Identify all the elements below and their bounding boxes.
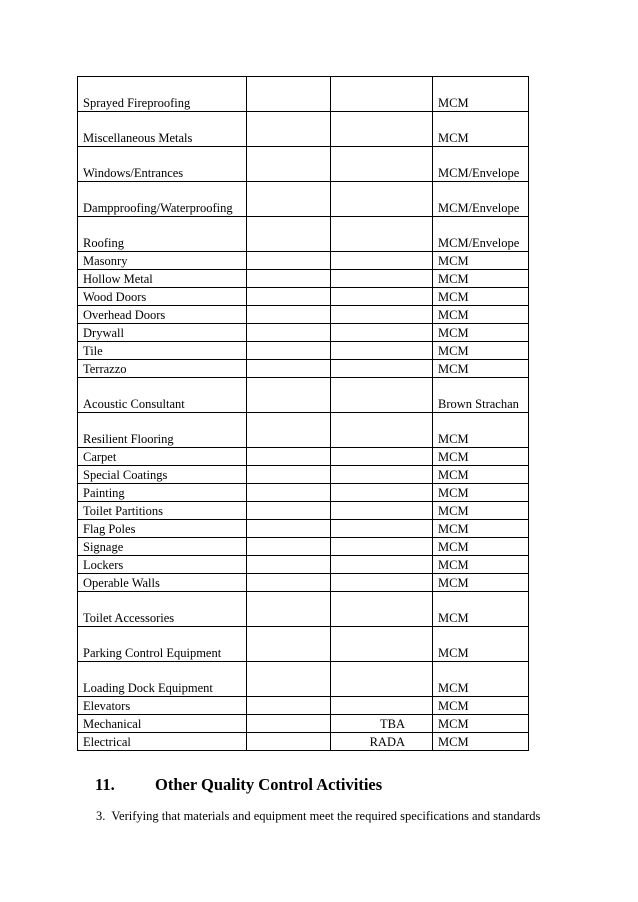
list-item-text: Verifying that materials and equipment meet the required specifications and standards [111,809,541,823]
column-2-cell [247,538,331,556]
item-cell: Parking Control Equipment [78,627,247,662]
item-cell: Masonry [78,252,247,270]
table-row [78,182,529,217]
column-3-cell [331,270,433,288]
section-number: 11. [95,775,115,794]
column-2-cell [247,270,331,288]
quality-control-table [77,76,529,751]
column-2-cell [247,502,331,520]
responsible-cell: Brown Strachan [433,378,529,413]
item-cell: Loading Dock Equipment [78,662,247,697]
column-2-cell [247,715,331,733]
item-cell: Tile [78,342,247,360]
table-row [78,324,529,342]
column-2-cell [247,342,331,360]
column-2-cell [247,733,331,751]
item-cell: Electrical [78,733,247,751]
column-2-cell [247,378,331,413]
table-row [78,520,529,538]
column-3-cell [331,147,433,182]
responsible-cell: MCM [433,697,529,715]
column-3-cell [331,697,433,715]
table-row [78,147,529,182]
column-2-cell [247,217,331,252]
item-cell: Terrazzo [78,360,247,378]
table-row [78,252,529,270]
column-3-cell [331,556,433,574]
column-3-cell [331,502,433,520]
column-3-cell [331,448,433,466]
responsible-cell: MCM [433,413,529,448]
column-2-cell [247,288,331,306]
column-2-cell [247,324,331,342]
table-row [78,733,529,751]
column-3-cell [331,324,433,342]
responsible-cell: MCM [433,466,529,484]
responsible-cell: MCM [433,448,529,466]
table-row [78,466,529,484]
item-cell: Sprayed Fireproofing [78,77,247,112]
responsible-cell: MCM [433,288,529,306]
column-2-cell [247,466,331,484]
list-item-marker: 3. [96,809,106,823]
item-cell: Toilet Accessories [78,592,247,627]
item-cell: Hollow Metal [78,270,247,288]
column-3-cell [331,538,433,556]
column-3-cell [331,306,433,324]
responsible-cell: MCM/Envelope [433,217,529,252]
column-3-cell [331,77,433,112]
column-3-cell [331,342,433,360]
item-cell: Windows/Entrances [78,147,247,182]
item-cell: Operable Walls [78,574,247,592]
item-cell: Dampproofing/Waterproofing [78,182,247,217]
table-row [78,270,529,288]
table-row [78,484,529,502]
column-3-cell [331,662,433,697]
item-cell: Elevators [78,697,247,715]
table-row [78,538,529,556]
column-3-cell [331,360,433,378]
table-row [78,715,529,733]
column-2-cell [247,112,331,147]
responsible-cell: MCM [433,360,529,378]
responsible-cell: MCM [433,252,529,270]
column-2-cell [247,592,331,627]
responsible-cell: MCM [433,556,529,574]
column-2-cell [247,662,331,697]
column-3-cell [331,252,433,270]
table-row [78,574,529,592]
column-2-cell [247,556,331,574]
table-row [78,413,529,448]
item-cell: Drywall [78,324,247,342]
column-3-cell [331,378,433,413]
column-2-cell [247,413,331,448]
section-title: Other Quality Control Activities [155,775,383,794]
table-row [78,697,529,715]
responsible-cell: MCM [433,324,529,342]
column-2-cell [247,520,331,538]
table-row [78,592,529,627]
column-3-cell [331,592,433,627]
responsible-cell: MCM [433,502,529,520]
responsible-cell: MCM [433,306,529,324]
responsible-cell: MCM [433,484,529,502]
column-2-cell [247,484,331,502]
item-cell: Resilient Flooring [78,413,247,448]
responsible-cell: MCM [433,662,529,697]
table-row [78,288,529,306]
column-3-cell [331,413,433,448]
column-2-cell [247,147,331,182]
column-3-cell [331,627,433,662]
column-2-cell [247,77,331,112]
item-cell: Painting [78,484,247,502]
column-3-cell [331,182,433,217]
responsible-cell: MCM/Envelope [433,182,529,217]
item-cell: Overhead Doors [78,306,247,324]
responsible-cell: MCM/Envelope [433,147,529,182]
column-3-cell [331,466,433,484]
item-cell: Flag Poles [78,520,247,538]
item-cell: Lockers [78,556,247,574]
column-3-cell [331,217,433,252]
responsible-cell: MCM [433,112,529,147]
column-3-cell [331,112,433,147]
column-2-cell [247,252,331,270]
responsible-cell: MCM [433,342,529,360]
item-cell: Toilet Partitions [78,502,247,520]
item-cell: Acoustic Consultant [78,378,247,413]
responsible-cell: MCM [433,733,529,751]
table-row [78,306,529,324]
item-cell: Carpet [78,448,247,466]
item-cell: Special Coatings [78,466,247,484]
column-3-cell [331,288,433,306]
table-row [78,556,529,574]
quality-control-table-body [78,77,529,751]
section-heading [95,775,382,795]
responsible-cell: MCM [433,538,529,556]
responsible-cell: MCM [433,77,529,112]
table-row [78,360,529,378]
responsible-cell: MCM [433,574,529,592]
table-row [78,112,529,147]
column-2-cell [247,306,331,324]
column-2-cell [247,360,331,378]
table-row [78,662,529,697]
column-3-cell [331,484,433,502]
column-2-cell [247,574,331,592]
column-3-cell [331,520,433,538]
column-2-cell [247,627,331,662]
column-2-cell [247,697,331,715]
column-2-cell [247,448,331,466]
table-row [78,217,529,252]
item-cell: Miscellaneous Metals [78,112,247,147]
item-cell: Roofing [78,217,247,252]
table-row [78,378,529,413]
column-2-cell [247,182,331,217]
column-3-cell: TBA [331,715,433,733]
table-row [78,77,529,112]
item-cell: Wood Doors [78,288,247,306]
item-cell: Mechanical [78,715,247,733]
responsible-cell: MCM [433,715,529,733]
list-item [96,809,540,824]
column-3-cell: RADA [331,733,433,751]
responsible-cell: MCM [433,270,529,288]
responsible-cell: MCM [433,627,529,662]
table-row [78,627,529,662]
responsible-cell: MCM [433,520,529,538]
column-3-cell [331,574,433,592]
table-row [78,502,529,520]
responsible-cell: MCM [433,592,529,627]
item-cell: Signage [78,538,247,556]
table-row [78,448,529,466]
table-row [78,342,529,360]
